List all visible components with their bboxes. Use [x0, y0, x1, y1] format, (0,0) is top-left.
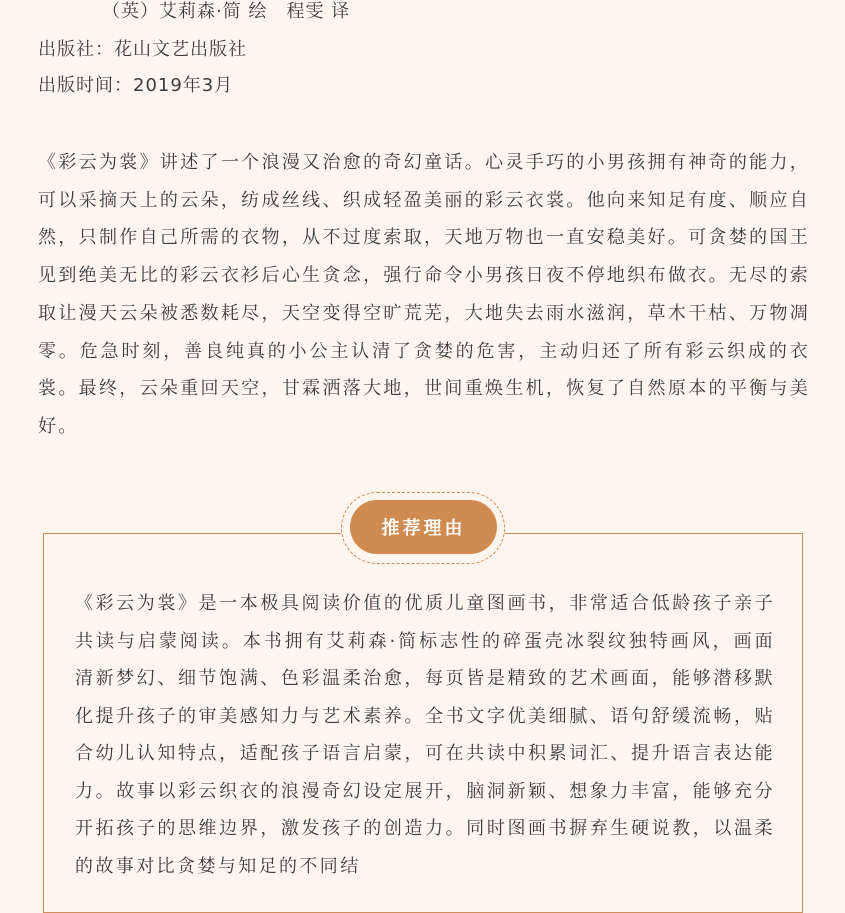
recommendation-text: 《彩云为裳》是一本极具阅读价值的优质儿童图画书，非常适合低龄孩子亲子共读与启蒙阅读。本书拥有艾莉森·简标志性的碎蛋壳冰裂纹独特画风，画面清新梦幻、细节饱满、色彩温柔治愈，每页皆是精致的艺术画面，能够潜移默化提升孩子的审美感知力与艺术素养。全书文字优美细腻、语句舒缓流畅，贴合幼儿认知特点，适配孩子语言启蒙，可在共读中积累词汇、提升语言表达能力。故事以彩云织衣的浪漫奇幻设定展开，脑洞新颖、想象力丰富，能够充分开拓孩子的思维边界，激发孩子的创造力。同时图画书摒弃生硬说教，以温柔的故事对比贪婪与知足的不同结: [75, 593, 775, 877]
publish-date-line: 出版时间：2019年3月: [38, 75, 234, 96]
book-summary: 《彩云为裳》讲述了一个浪漫又治愈的奇幻童话。心灵手巧的小男孩拥有神奇的能力，可以采摘天上的云朵，纺成丝线、织成轻盈美丽的彩云衣裳。他向来知足有度、顺应自然，只制作自己所需的衣物，从不过度索取，天地万物也一直安稳美好。可贪婪的国王见到绝美无比的彩云衣衫后心生贪念，强行命令小男孩日夜不停地织布做衣。无尽的索取让漫天云朵被悉数耗尽，天空变得空旷荒芜，大地失去雨水滋润，草木干枯、万物凋零。危急时刻，善良纯真的小公主认清了贪婪的危害，主动归还了所有彩云织成的衣裳。最终，云朵重回天空，甘霖洒落大地，世间重焕生机，恢复了自然原本的平衡与美好。: [38, 152, 810, 437]
author-translator-line: （英）艾莉森·简 绘 程雯 译: [102, 1, 351, 22]
recommendation-badge: 推荐理由: [350, 500, 497, 554]
publisher-line: 出版社：花山文艺出版社: [38, 39, 247, 60]
